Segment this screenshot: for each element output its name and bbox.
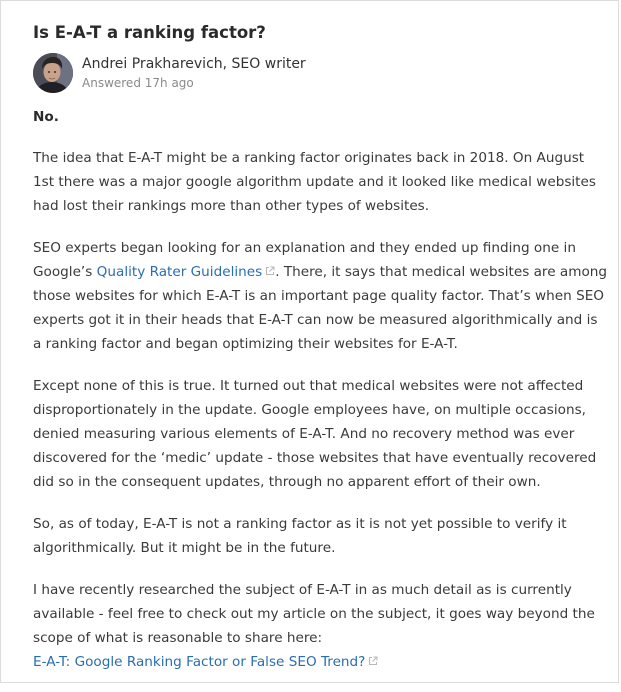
answer-paragraph-5-text: I have recently researched the subject of E-A-T in as much detail as is currently available - feel free to check out my article on the subject, it goes way beyond the scope of what is reasonable to share here: xyxy=(33,582,595,646)
eat-article-link-label: E-A-T: Google Ranking Factor or False SEO Trend? xyxy=(33,654,366,670)
answer-paragraph-2-start: SEO experts began looking for an explanation and they ended up finding one in Google’s xyxy=(33,240,576,280)
eat-article-link[interactable] xyxy=(33,654,378,670)
answer-paragraph-5 xyxy=(33,578,608,674)
avatar-portrait-icon xyxy=(33,53,73,93)
avatar[interactable] xyxy=(33,53,73,93)
answer-body xyxy=(33,105,608,692)
quality-rater-guidelines-link[interactable] xyxy=(97,264,276,280)
question-title[interactable]: Is E-A-T a ranking factor? xyxy=(33,23,266,42)
answer-paragraph-4: So, as of today, E-A-T is not a ranking factor as it is not yet possible to verify it algorithmically. But it might be in the future. xyxy=(33,516,567,556)
external-link-icon xyxy=(368,656,378,666)
answered-timestamp: Answered 17h ago xyxy=(82,76,194,90)
answer-paragraph-2 xyxy=(33,236,608,356)
author-name[interactable]: Andrei Prakharevich, SEO writer xyxy=(82,56,306,72)
answer-paragraph-3: Except none of this is true. It turned out that medical websites were not affected disproportionately in the update. Google employees have, on multiple occasions, denied measuring various elements of E-A-T. And no recovery method was ever discovered for the ‘medic’ update - those websites that have eventually recovered did so in the consequent updates, through no apparent effort of their own. xyxy=(33,378,597,490)
answer-verdict: No. xyxy=(33,109,59,125)
quality-rater-guidelines-link-label: Quality Rater Guidelines xyxy=(96,264,263,280)
answer-paragraph-2-end: . There, it says that medical websites are among those websites for which E-A-T is an important page quality factor. That’s when SEO experts got it in their heads that E-A-T can now be measured algorithmically and is a ranking factor and began optimizing their websites for E-A-T. xyxy=(33,264,608,352)
answer-paragraph-1: The idea that E-A-T might be a ranking factor originates back in 2018. On August 1st there was a major google algorithm update and it looked like medical websites had lost their rankings more than other types of websites. xyxy=(33,150,596,214)
external-link-icon xyxy=(265,266,275,276)
